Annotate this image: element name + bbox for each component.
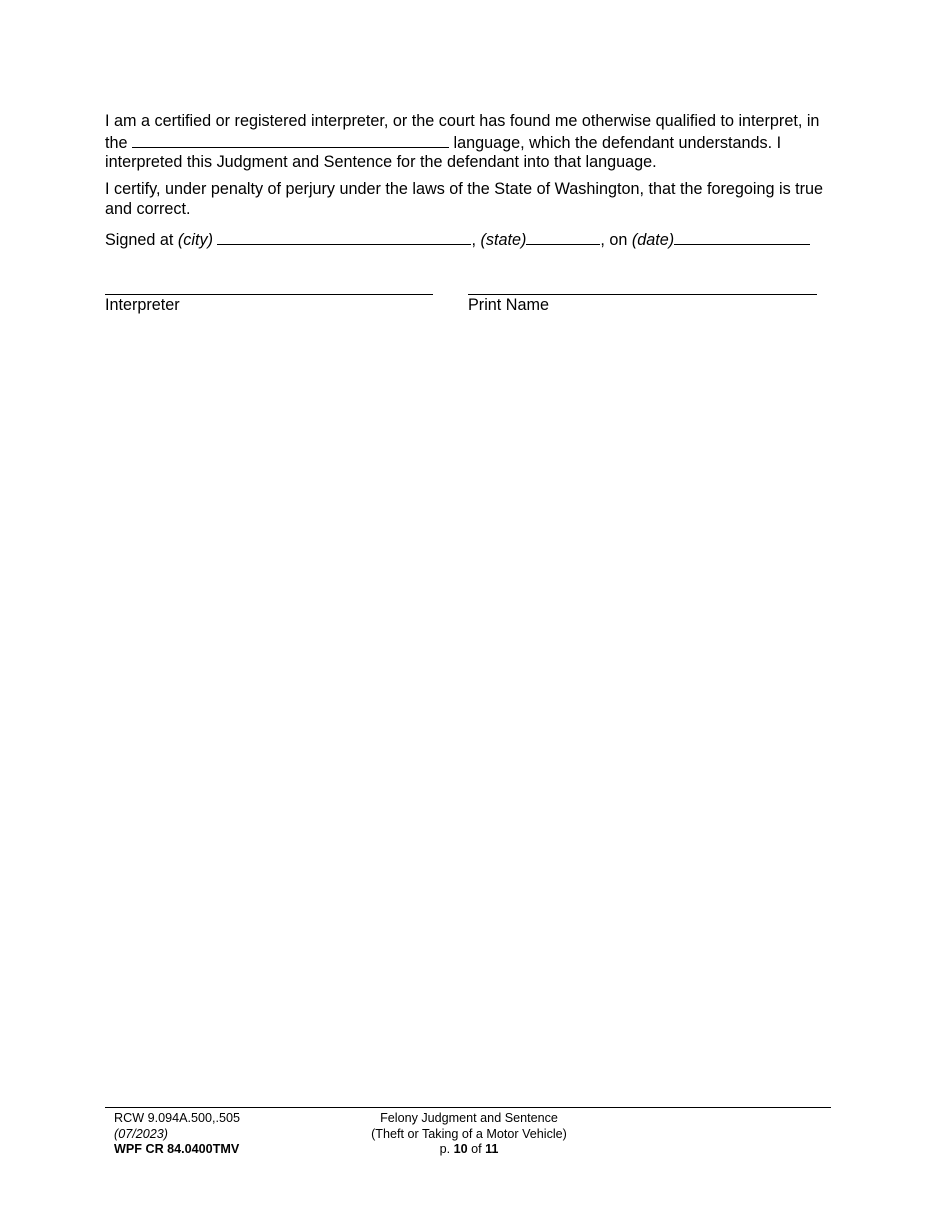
signed-at-label: Signed at <box>105 231 174 249</box>
qualification-text-part1: I am a certified or registered interpreter, or the court has found me otherwise qualified to interpret, in the <box>105 112 820 152</box>
footer-citation-block <box>114 1111 240 1158</box>
date-blank-field[interactable] <box>674 229 810 245</box>
certification-text: I certify, under penalty of perjury under the laws of the State of Washington, that the foregoing is true and correct. <box>105 180 824 218</box>
footer-page-number: p. 10 of 11 <box>439 1142 499 1156</box>
footer-subtitle: (Theft or Taking of a Motor Vehicle) <box>371 1126 567 1141</box>
perjury-certification-paragraph <box>105 180 825 219</box>
footer-revision-date: (07/2023) <box>114 1126 168 1141</box>
state-blank-field[interactable] <box>526 229 600 245</box>
signed-at-line: Signed at (city) , (state) , on (date) <box>105 229 825 251</box>
on-label: , on <box>600 231 628 249</box>
interpreter-signature-line[interactable] <box>105 294 433 295</box>
footer-title-block <box>330 1111 608 1158</box>
city-blank-field[interactable] <box>217 229 471 245</box>
footer-title: Felony Judgment and Sentence <box>380 1111 558 1125</box>
state-label: (state) <box>480 231 527 249</box>
interpreter-qualification-paragraph <box>105 112 825 173</box>
interpreter-label: Interpreter <box>105 296 180 314</box>
date-label: (date) <box>631 231 675 249</box>
print-name-label: Print Name <box>468 296 549 314</box>
language-blank-field[interactable] <box>132 132 449 148</box>
footer-divider <box>105 1107 831 1108</box>
city-label: (city) <box>177 231 213 249</box>
footer-rcw: RCW 9.094A.500,.505 <box>114 1111 241 1125</box>
qualification-text-part2: language, which the defendant understands. I interpreted this Judgment and Sentence for the defendant into that language. <box>105 133 782 171</box>
print-name-line[interactable] <box>468 294 817 295</box>
footer-form-id: WPF CR 84.0400TMV <box>114 1142 240 1156</box>
